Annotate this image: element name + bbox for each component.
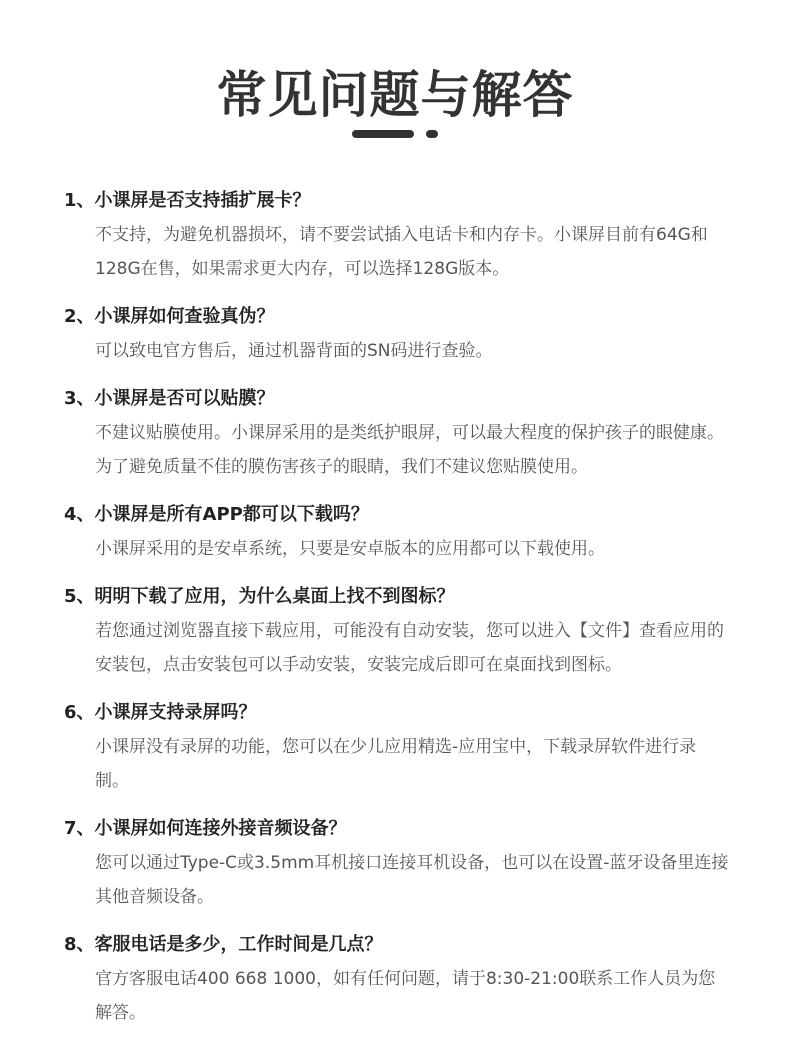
faq-item-5 — [64, 580, 744, 682]
faq-answer: 小课屏没有录屏的功能，您可以在少儿应用精选-应用宝中，下载录屏软件进行录制。 — [95, 737, 697, 791]
divider-bar — [352, 130, 414, 138]
page-title: 常见问题与解答 — [216, 65, 574, 124]
faq-item-8 — [64, 928, 744, 1030]
faq-answer: 小课屏采用的是安卓系统，只要是安卓版本的应用都可以下载使用。 — [95, 539, 605, 559]
faq-question: 3、小课屏是否可以贴膜？ — [64, 388, 275, 409]
faq-question: 6、小课屏支持录屏吗？ — [64, 702, 257, 723]
faq-list — [64, 184, 744, 1044]
divider-dot — [426, 130, 438, 138]
faq-answer: 官方客服电话400 668 1000，如有任何问题，请于8:30-21:00联系工作人员为您解答。 — [95, 969, 716, 1023]
faq-item-4 — [64, 498, 744, 566]
faq-answer: 可以致电官方售后，通过机器背面的SN码进行查验。 — [95, 341, 493, 361]
title-divider — [352, 130, 442, 138]
faq-question: 7、小课屏如何连接外接音频设备？ — [64, 818, 347, 839]
faq-question: 2、小课屏如何查验真伪？ — [64, 306, 275, 327]
faq-item-1 — [64, 184, 744, 286]
faq-answer: 您可以通过Type-C或3.5mm耳机接口连接耳机设备，也可以在设置-蓝牙设备里连接其他音频设备。 — [95, 853, 729, 907]
faq-question: 5、明明下载了应用，为什么桌面上找不到图标？ — [64, 586, 455, 607]
faq-answer: 若您通过浏览器直接下载应用，可能没有自动安装，您可以进入【文件】查看应用的安装包，点击安装包可以手动安装，安装完成后即可在桌面找到图标。 — [95, 621, 724, 675]
faq-question: 1、小课屏是否支持插扩展卡？ — [64, 190, 311, 211]
faq-item-6 — [64, 696, 744, 798]
faq-answer: 不支持，为避免机器损坏，请不要尝试插入电话卡和内存卡。小课屏目前有64G和128G在售，如果需求更大内存，可以选择128G版本。 — [95, 225, 708, 279]
faq-answer: 不建议贴膜使用。小课屏采用的是类纸护眼屏，可以最大程度的保护孩子的眼健康。为了避免质量不佳的膜伤害孩子的眼睛，我们不建议您贴膜使用。 — [95, 423, 724, 477]
faq-question: 4、小课屏是所有APP都可以下载吗？ — [64, 504, 369, 525]
faq-item-3 — [64, 382, 744, 484]
faq-item-7 — [64, 812, 744, 914]
faq-question: 8、客服电话是多少，工作时间是几点？ — [64, 934, 383, 955]
faq-item-2 — [64, 300, 744, 368]
